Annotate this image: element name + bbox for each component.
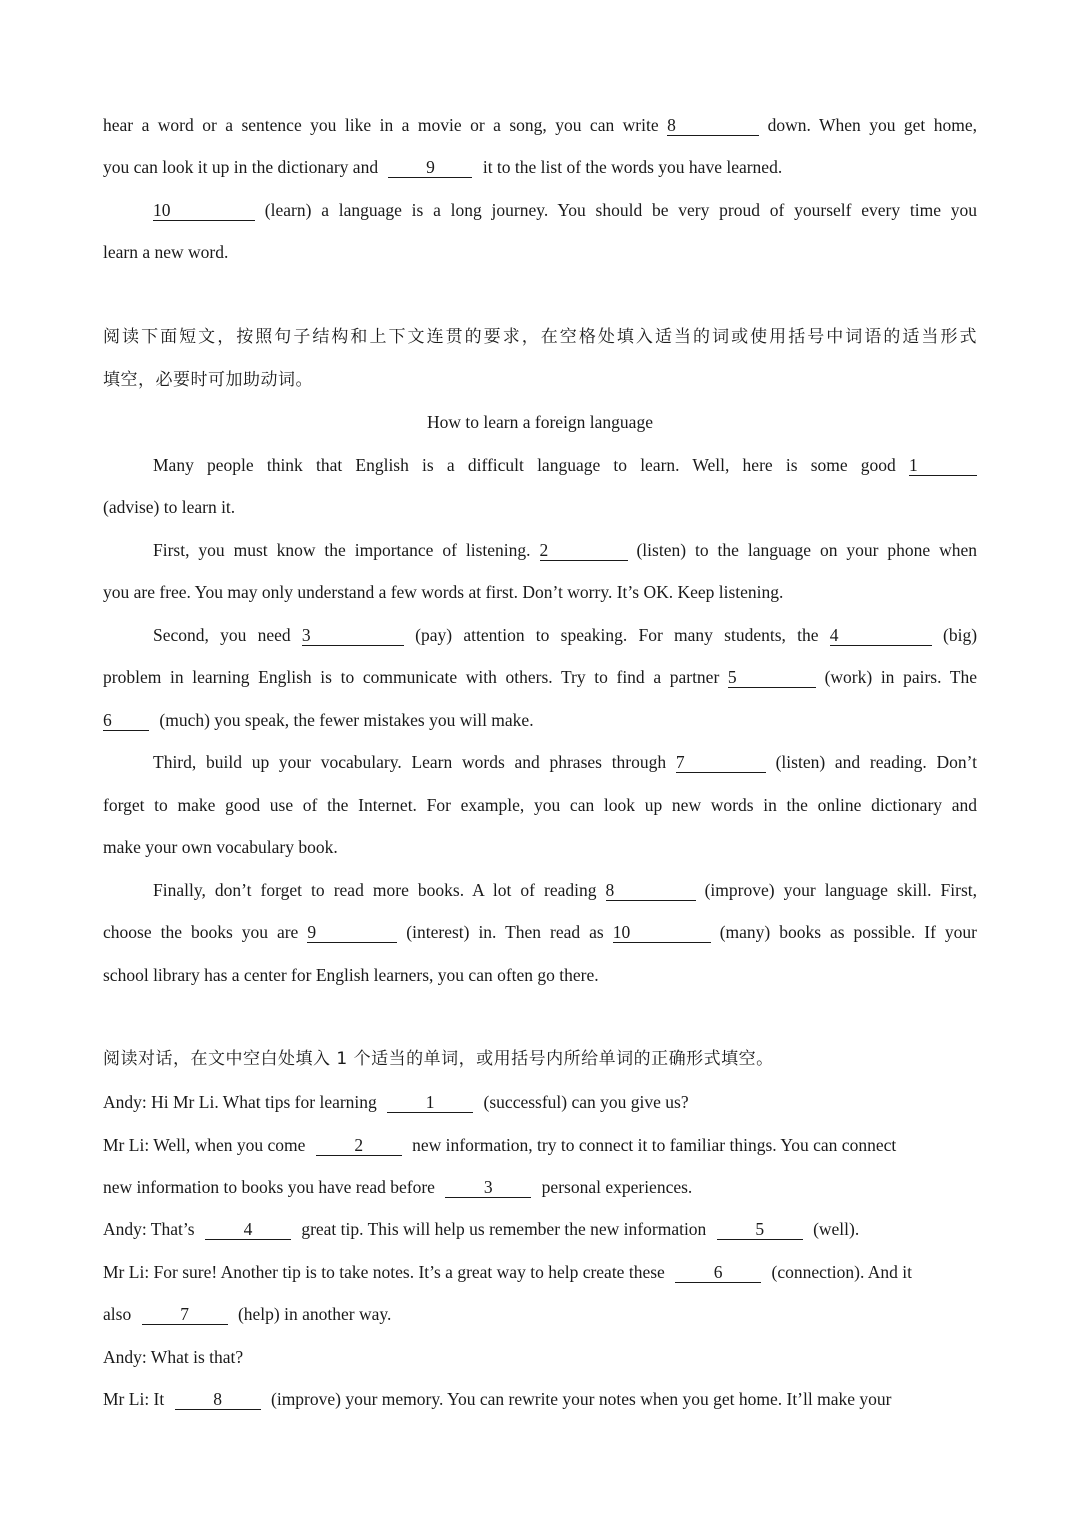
text-line <box>153 747 977 777</box>
dialogue-line <box>103 1087 977 1117</box>
text-segment: Third, build up your vocabulary. Learn words and phrases through <box>153 752 667 772</box>
text-segment: (listen) to the language on your phone when <box>636 540 978 560</box>
instruction-text: 填空，必要时可加助动词。 <box>103 370 313 390</box>
answer-blank: 6 <box>103 708 149 731</box>
text-segment: down. When you get home, <box>767 115 978 135</box>
text-line <box>103 917 977 947</box>
text-segment: choose the books you are <box>103 922 299 942</box>
text-segment: (successful) can you give us? <box>483 1092 689 1112</box>
dialogue-line <box>103 1384 977 1414</box>
text-segment: (big) <box>943 625 978 645</box>
answer-blank: 6 <box>675 1260 761 1283</box>
text-line: you are free. You may only understand a few words at first. Don’t worry. It’s OK. Keep listening. <box>103 582 784 602</box>
answer-blank: 5 <box>728 665 816 688</box>
text-segment: Second, you need <box>153 625 291 645</box>
answer-blank: 7 <box>676 750 766 773</box>
instruction-text: 阅读下面短文，按照句子结构和上下文连贯的要求，在空格处填入适当的词或使用括号中词语的适当形式 <box>103 327 977 347</box>
answer-blank: 8 <box>606 878 696 901</box>
text-segment: Mr Li: Well, when you come <box>103 1135 306 1155</box>
answer-blank: 8 <box>667 113 759 136</box>
answer-blank: 3 <box>445 1175 531 1198</box>
answer-blank: 1 <box>909 453 977 476</box>
text-segment: personal experiences. <box>541 1177 693 1197</box>
text-line <box>103 152 977 182</box>
text-line: (advise) to learn it. <box>103 497 236 517</box>
answer-blank: 4 <box>205 1217 291 1240</box>
text-line <box>103 662 977 692</box>
text-segment: (connection). And it <box>771 1262 912 1282</box>
text-segment: Many people think that English is a difficult language to learn. Well, here is some good <box>153 455 896 475</box>
text-line <box>153 535 977 565</box>
text-segment: Finally, don’t forget to read more books. A lot of reading <box>153 880 597 900</box>
dialogue-line <box>103 1299 977 1329</box>
text-line: school library has a center for English learners, you can often go there. <box>103 965 599 985</box>
dialogue-line: Andy: What is that? <box>103 1347 244 1367</box>
text-segment: new information to books you have read before <box>103 1177 435 1197</box>
answer-blank: 9 <box>307 920 397 943</box>
text-line: learn a new word. <box>103 242 229 262</box>
text-segment: Andy: Hi Mr Li. What tips for learning <box>103 1092 377 1112</box>
text-line <box>153 875 977 905</box>
text-segment: new information, try to connect it to familiar things. You can connect <box>412 1135 897 1155</box>
text-segment: (listen) and reading. Don’t <box>775 752 977 772</box>
text-line: forget to make good use of the Internet. For example, you can look up new words in the online dictionary and <box>103 795 977 815</box>
text-segment: (learn) a language is a long journey. You should be very proud of yourself every time you <box>264 200 978 220</box>
text-line <box>103 110 977 140</box>
text-segment: (much) you speak, the fewer mistakes you will make. <box>159 710 534 730</box>
text-segment: Mr Li: For sure! Another tip is to take notes. It’s a great way to help create these <box>103 1262 665 1282</box>
dialogue-line <box>103 1257 977 1287</box>
answer-blank: 1 <box>387 1090 473 1113</box>
text-segment: it to the list of the words you have learned. <box>482 157 783 177</box>
text-line <box>153 450 977 480</box>
answer-blank: 3 <box>302 623 404 646</box>
text-segment: great tip. This will help us remember the new information <box>301 1219 707 1239</box>
text-line <box>153 620 977 650</box>
text-segment: Andy: That’s <box>103 1219 195 1239</box>
text-segment: (help) in another way. <box>237 1304 392 1324</box>
answer-blank: 10 <box>613 920 711 943</box>
text-segment: (improve) your language skill. First, <box>704 880 977 900</box>
answer-blank: 10 <box>153 198 255 221</box>
text-segment: (well). <box>813 1219 860 1239</box>
answer-blank: 7 <box>142 1302 228 1325</box>
text-segment: also <box>103 1304 132 1324</box>
text-segment: (improve) your memory. You can rewrite your notes when you get home. It’ll make your <box>271 1389 892 1409</box>
passage-title: How to learn a foreign language <box>427 412 653 432</box>
answer-blank: 9 <box>388 155 472 178</box>
text-line: make your own vocabulary book. <box>103 837 338 857</box>
dialogue-line <box>103 1214 977 1244</box>
dialogue-line <box>103 1172 977 1202</box>
text-segment: (interest) in. Then read as <box>406 922 604 942</box>
text-segment: hear a word or a sentence you like in a movie or a song, you can write <box>103 115 659 135</box>
text-segment: Mr Li: It <box>103 1389 165 1409</box>
text-segment: (work) in pairs. The <box>824 667 977 687</box>
answer-blank: 5 <box>717 1217 803 1240</box>
text-segment: you can look it up in the dictionary and <box>103 157 379 177</box>
text-segment: First, you must know the importance of listening. <box>153 540 531 560</box>
text-line <box>103 705 977 735</box>
answer-blank: 8 <box>175 1387 261 1410</box>
text-line <box>153 195 977 225</box>
answer-blank: 4 <box>830 623 932 646</box>
answer-blank: 2 <box>540 538 628 561</box>
dialogue-line <box>103 1130 977 1160</box>
text-segment: (many) books as possible. If your <box>719 922 977 942</box>
text-segment: (pay) attention to speaking. For many students, the <box>415 625 819 645</box>
answer-blank: 2 <box>316 1133 402 1156</box>
instruction-text: 阅读对话，在文中空白处填入 1 个适当的单词，或用括号内所给单词的正确形式填空。 <box>103 1049 774 1069</box>
text-segment: problem in learning English is to communicate with others. Try to find a partner <box>103 667 720 687</box>
